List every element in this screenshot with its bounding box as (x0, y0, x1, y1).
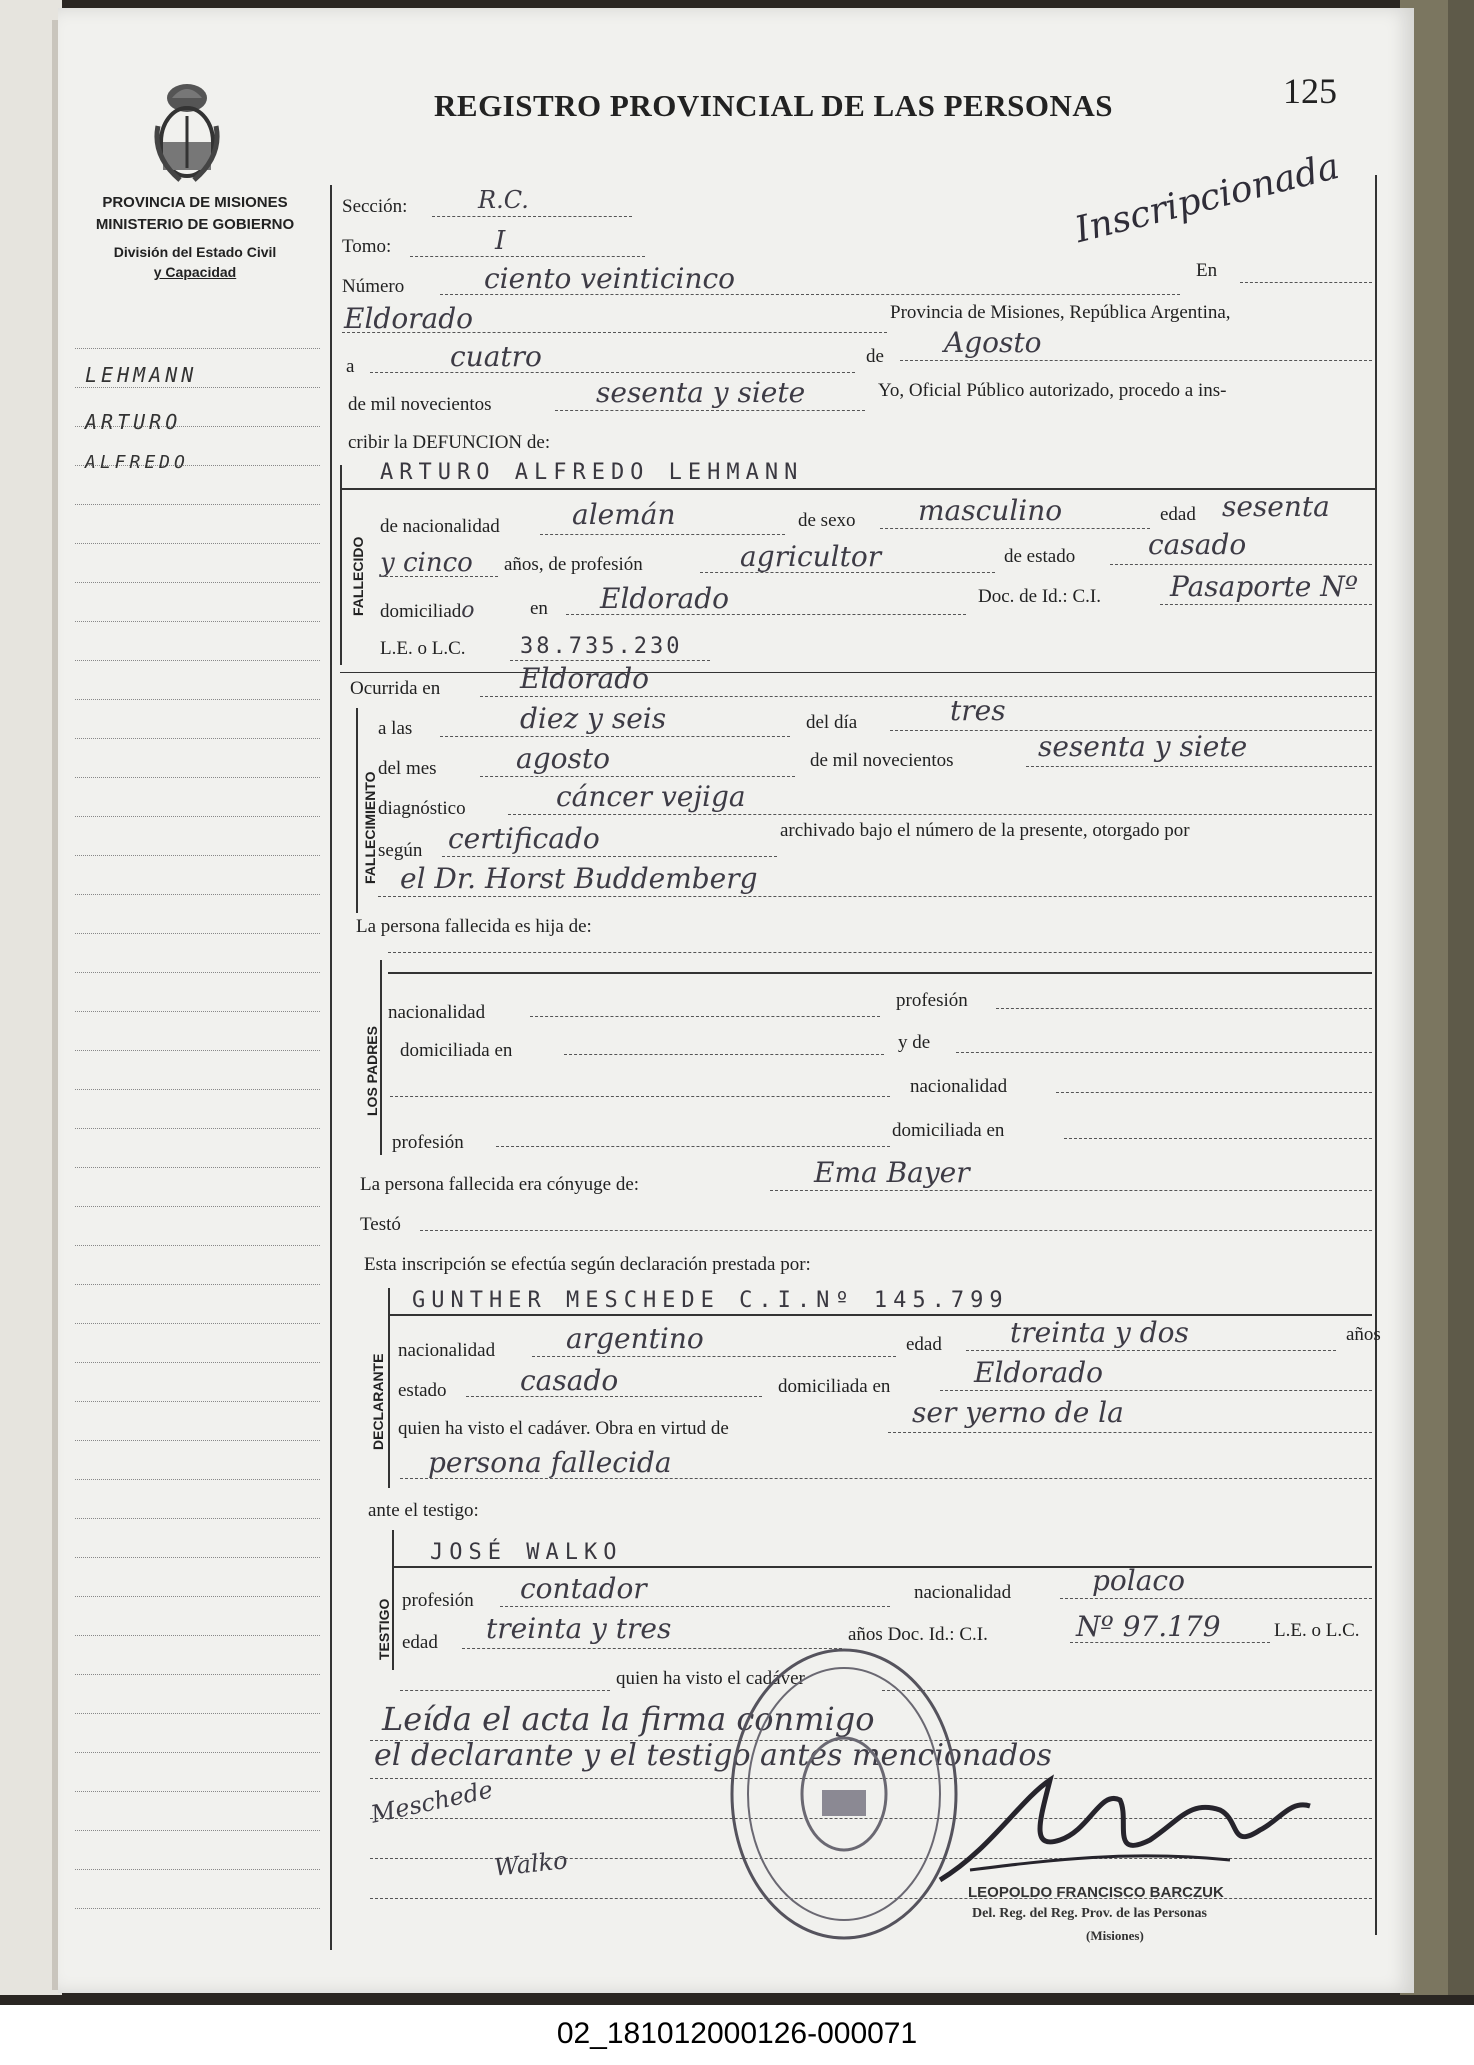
madre-domicilio-line (1064, 1138, 1372, 1139)
provincia-text: Provincia de Misiones, República Argentina, (890, 302, 1231, 323)
margin-rule (75, 543, 320, 544)
margin-rule (75, 1401, 320, 1402)
closing-line-1: Leída el acta la firma conmigo (382, 1700, 875, 1738)
margin-rule (75, 1362, 320, 1363)
testo-label: Testó (360, 1214, 401, 1235)
declarante-edad-line (966, 1350, 1336, 1351)
padre-nacionalidad-line (530, 1016, 880, 1017)
tomo-value: I (495, 226, 506, 256)
margin-rule (75, 1089, 320, 1090)
testigo-tab: TESTIGO (376, 1598, 392, 1660)
testigo-doc-line (1070, 1642, 1270, 1643)
declarante-virtud-value1: ser yerno de la (912, 1396, 1124, 1429)
mes-fallecimiento-value: agosto (516, 742, 610, 775)
margin-rule (75, 1167, 320, 1168)
testigo-profesion-label: profesión (402, 1590, 474, 1611)
fallecido-bracket (340, 465, 342, 665)
madre-domicilio-label: domiciliada en (892, 1120, 1005, 1141)
testigo-bracket (392, 1530, 394, 1670)
medico-value: el Dr. Horst Buddemberg (400, 862, 758, 895)
declarante-rule (388, 1314, 1372, 1316)
declarante-estado-value: casado (520, 1364, 619, 1397)
coat-of-arms-icon (150, 76, 224, 188)
dia-value: cuatro (450, 340, 542, 373)
mes-value: Agosto (944, 326, 1042, 359)
declarante-bracket (388, 1288, 390, 1488)
oficial-text: Yo, Oficial Público autorizado, procedo a ins- (878, 380, 1227, 401)
margin-rule (75, 1557, 320, 1558)
numero-label: Número (342, 276, 405, 297)
padre-profesion-line (996, 1008, 1372, 1009)
del-mes-label: del mes (378, 758, 437, 779)
margin-rule (75, 1713, 320, 1714)
anio-line (555, 410, 865, 411)
padre-nacionalidad-label: nacionalidad (388, 1002, 486, 1023)
declarante-virtud-value2: persona fallecida (428, 1446, 672, 1479)
de-mil-fallecimiento-label: de mil novecientos (810, 750, 954, 771)
footer-bar (0, 2005, 1474, 2065)
fallecido-edad-line (380, 576, 498, 577)
fallecido-domicilio-line (566, 614, 966, 615)
testigo-nacionalidad-line (1060, 1598, 1372, 1599)
segun-value: certificado (448, 822, 600, 855)
fallecido-rule (340, 488, 1375, 490)
testigo-profesion-value: contador (520, 1572, 647, 1605)
declarante-virtud-line1 (888, 1432, 1372, 1433)
margin-rule (75, 738, 320, 739)
conyuge-value: Ema Bayer (814, 1156, 970, 1189)
testigo-signature: Walko (492, 1846, 569, 1882)
padres-tab: LOS PADRES (364, 1026, 380, 1116)
declarante-domicilio-line (940, 1390, 1372, 1391)
fallecido-estado-line (1110, 564, 1372, 565)
margin-rule (75, 660, 320, 661)
testigo-doc-label: años Doc. Id.: C.I. (848, 1624, 988, 1645)
fallecido-doc-label: Doc. de Id.: C.I. (978, 586, 1101, 607)
margin-first-name: ARTURO (85, 410, 182, 434)
footer-image-id: 02_181012000126-000071 (556, 2017, 918, 2050)
margin-rule (75, 1674, 320, 1675)
madre-nombre-line (956, 1052, 1372, 1053)
declarante-anios-label: años (1346, 1324, 1381, 1345)
de-mil-label: de mil novecientos (348, 394, 492, 415)
hora-line (440, 736, 790, 737)
madre-nacionalidad-line (1056, 1092, 1372, 1093)
hora-value: diez y seis (520, 702, 667, 735)
declarante-signature: Meschede (368, 1775, 496, 1829)
fallecido-sexo-line (880, 528, 1150, 529)
fallecido-en-label: en (530, 598, 548, 619)
margin-rule (75, 1518, 320, 1519)
margin-rule (75, 1596, 320, 1597)
testigo-doc-value: Nº 97.179 (1076, 1610, 1221, 1643)
madre-profesion-line (496, 1146, 890, 1147)
fallecido-le-line (510, 660, 710, 661)
fallecido-doc-line (1160, 604, 1372, 605)
testigo-profesion-line (500, 1606, 890, 1607)
margin-rule (75, 1908, 320, 1909)
inscription-annotation: Inscripcionada (1071, 145, 1344, 252)
testigo-edad-label: edad (402, 1632, 438, 1653)
margin-rule (75, 1869, 320, 1870)
madre-extra-line (390, 1096, 890, 1097)
testigo-intro: ante el testigo: (368, 1500, 479, 1521)
margin-rule (75, 1791, 320, 1792)
fallecido-edad-label: edad (1160, 504, 1196, 525)
fallecido-domicilio-value: Eldorado (600, 582, 730, 615)
official-province: (Misiones) (1086, 1928, 1144, 1943)
padres-bracket (380, 960, 382, 1155)
madre-profesion-label: profesión (392, 1132, 464, 1153)
fallecido-nacionalidad-line (540, 534, 785, 535)
dia-line (370, 372, 855, 373)
declarante-tab: DECLARANTE (370, 1353, 386, 1450)
margin-rule (75, 582, 320, 583)
padre-domicilio-label: domiciliada en (400, 1040, 513, 1061)
margin-rule (75, 1479, 320, 1480)
lugar-value: Eldorado (344, 302, 474, 335)
closing-line-2: el declarante y el testigo antes mencionados (374, 1738, 1052, 1773)
margin-rule (75, 894, 320, 895)
padre-profesion-label: profesión (896, 990, 968, 1011)
numero-line (440, 294, 1180, 295)
en-line (1240, 282, 1372, 283)
padre-domicilio-line (564, 1054, 884, 1055)
de-label: de (866, 346, 884, 367)
declarante-edad-value: treinta y dos (1010, 1316, 1189, 1349)
fallecido-edad-value1: sesenta (1222, 490, 1330, 523)
testigo-edad-value: treinta y tres (486, 1612, 672, 1645)
ocurrida-value: Eldorado (520, 662, 650, 695)
testigo-visto-line (400, 1690, 610, 1691)
declarante-estado-label: estado (398, 1380, 447, 1401)
margin-rule (75, 1635, 320, 1636)
fallecido-nacionalidad-value: alemán (572, 498, 676, 531)
official-role: Del. Reg. del Reg. Prov. de las Personas (972, 1906, 1207, 1921)
tomo-line (410, 256, 645, 257)
margin-rule (75, 1440, 320, 1441)
fallecido-estado-label: de estado (1004, 546, 1076, 567)
margin-rule (75, 1206, 320, 1207)
margin-rule (75, 933, 320, 934)
ocurrida-line (480, 696, 1372, 697)
declaracion-label: Esta inscripción se efectúa según declaración prestada por: (364, 1254, 811, 1275)
official-name: LEOPOLDO FRANCISCO BARCZUK (968, 1884, 1224, 1901)
fallecido-le-label: L.E. o L.C. (380, 638, 466, 659)
margin-rule (75, 1050, 320, 1051)
fallecido-sexo-label: de sexo (798, 510, 856, 531)
declarante-visto-text: quien ha visto el cadáver. Obra en virtud de (398, 1418, 729, 1439)
diagnostico-value: cáncer vejiga (556, 780, 746, 813)
margin-rule (75, 1323, 320, 1324)
fallecido-profesion-value: agricultor (740, 540, 882, 573)
testo-line (420, 1230, 1372, 1231)
diagnostico-label: diagnóstico (378, 798, 466, 819)
del-dia-label: del día (806, 712, 858, 733)
declarante-domicilio-value: Eldorado (974, 1356, 1104, 1389)
fallecido-estado-value: casado (1148, 528, 1247, 561)
right-frame (1375, 175, 1377, 1935)
section-divider-1 (340, 672, 1375, 673)
declarante-nacionalidad-value: argentino (566, 1322, 704, 1355)
margin-rule (75, 972, 320, 973)
tomo-label: Tomo: (342, 236, 392, 257)
seccion-line (432, 216, 632, 217)
a-las-label: a las (378, 718, 413, 739)
page-title: REGISTRO PROVINCIAL DE LAS PERSONAS (434, 88, 1113, 123)
margin-rule (75, 1011, 320, 1012)
org-division: División del Estado Civil (113, 244, 277, 260)
fallecimiento-tab: FALLECIMIENTO (362, 771, 378, 884)
org-province: PROVINCIA DE MISIONES (102, 194, 288, 211)
lugar-line (342, 332, 887, 333)
testigo-le-label: L.E. o L.C. (1274, 1620, 1360, 1641)
padre-nombre-line (388, 952, 1372, 953)
madre-nacionalidad-label: nacionalidad (910, 1076, 1008, 1097)
numero-value: ciento veinticinco (484, 262, 736, 295)
cribir-text: cribir la DEFUNCION de: (348, 432, 551, 453)
fallecido-nombre: ARTURO ALFREDO LEHMANN (380, 460, 804, 485)
fallecido-profesion-label: años, de profesión (504, 554, 643, 575)
archivado-text: archivado bajo el número de la presente, otorgado por (780, 820, 1190, 841)
dia-fallecimiento-value: tres (950, 694, 1006, 727)
conyuge-line (770, 1190, 1372, 1191)
medico-line (378, 896, 1372, 897)
photo-bottom-edge (0, 1995, 1474, 2005)
testigo-nacionalidad-value: polaco (1092, 1564, 1185, 1597)
fallecido-nacionalidad-label: de nacionalidad (380, 516, 500, 537)
testigo-nacionalidad-label: nacionalidad (914, 1582, 1012, 1603)
declarante-nacionalidad-line (532, 1356, 896, 1357)
margin-rule (75, 621, 320, 622)
ocurrida-label: Ocurrida en (350, 678, 441, 699)
mes-line (900, 360, 1372, 361)
folio-number: 125 (1283, 71, 1337, 111)
anio-fallecimiento-line (1026, 766, 1372, 767)
declarante-estado-line (466, 1396, 762, 1397)
segun-line (442, 856, 777, 857)
mes-fallecimiento-line (480, 776, 795, 777)
a-label: a (346, 356, 355, 377)
book-cover-shadow (1448, 0, 1474, 1995)
fallecido-sexo-value: masculino (918, 494, 1063, 527)
declarante-nacionalidad-label: nacionalidad (398, 1340, 496, 1361)
anio-value: sesenta y siete (596, 376, 806, 409)
seccion-label: Sección: (342, 196, 408, 217)
margin-rule (75, 816, 320, 817)
fallecido-le-value: 38.735.230 (520, 634, 683, 659)
fallecido-tab: FALLECIDO (350, 536, 366, 616)
declarante-edad-label: edad (906, 1334, 942, 1355)
declarante-domicilio-label: domiciliada en (778, 1376, 891, 1397)
segun-label: según (378, 840, 423, 861)
margin-rule (75, 777, 320, 778)
conyuge-label: La persona fallecida era cónyuge de: (360, 1174, 640, 1195)
declarante-nombre: GUNTHER MESCHEDE C.I.Nº 145.799 (412, 1288, 1009, 1313)
official-signature-icon (930, 1760, 1330, 1890)
padres-rule (388, 972, 1372, 974)
margin-rule (75, 504, 320, 505)
margin-rule (75, 348, 320, 349)
padres-intro: La persona fallecida es hija de: (356, 916, 592, 937)
testigo-rule (392, 1566, 1372, 1568)
diagnostico-line (508, 814, 1372, 815)
fallecido-domiciliado-label: domiciliado (380, 598, 475, 623)
margin-rule (75, 1128, 320, 1129)
seccion-value: R.C. (478, 186, 529, 214)
fallecido-profesion-line (700, 572, 995, 573)
column-divider (330, 185, 332, 1950)
testigo-visto-text: quien ha visto el cadáver (616, 1668, 805, 1689)
en-label: En (1196, 260, 1218, 281)
org-capacity: y Capacidad (153, 264, 237, 280)
margin-rule (75, 1752, 320, 1753)
margin-rule (75, 1830, 320, 1831)
margin-second-name: ALFREDO (85, 452, 189, 473)
fallecido-edad-value2: y cinco (380, 548, 473, 578)
declarante-virtud-line2 (400, 1478, 1372, 1479)
y-de-label: y de (898, 1032, 931, 1053)
margin-rule (75, 855, 320, 856)
margin-rule (75, 387, 320, 388)
fallecido-doc-value: Pasaporte Nº (1170, 570, 1358, 603)
margin-rule (75, 1284, 320, 1285)
margin-surname: LEHMANN (85, 363, 198, 387)
org-ministry: MINISTERIO DE GOBIERNO (95, 216, 295, 233)
anio-fallecimiento-value: sesenta y siete (1038, 730, 1248, 763)
fallecimiento-bracket (356, 708, 358, 913)
margin-rule (75, 699, 320, 700)
margin-rule (75, 1245, 320, 1246)
testigo-nombre: JOSÉ WALKO (430, 1540, 623, 1565)
